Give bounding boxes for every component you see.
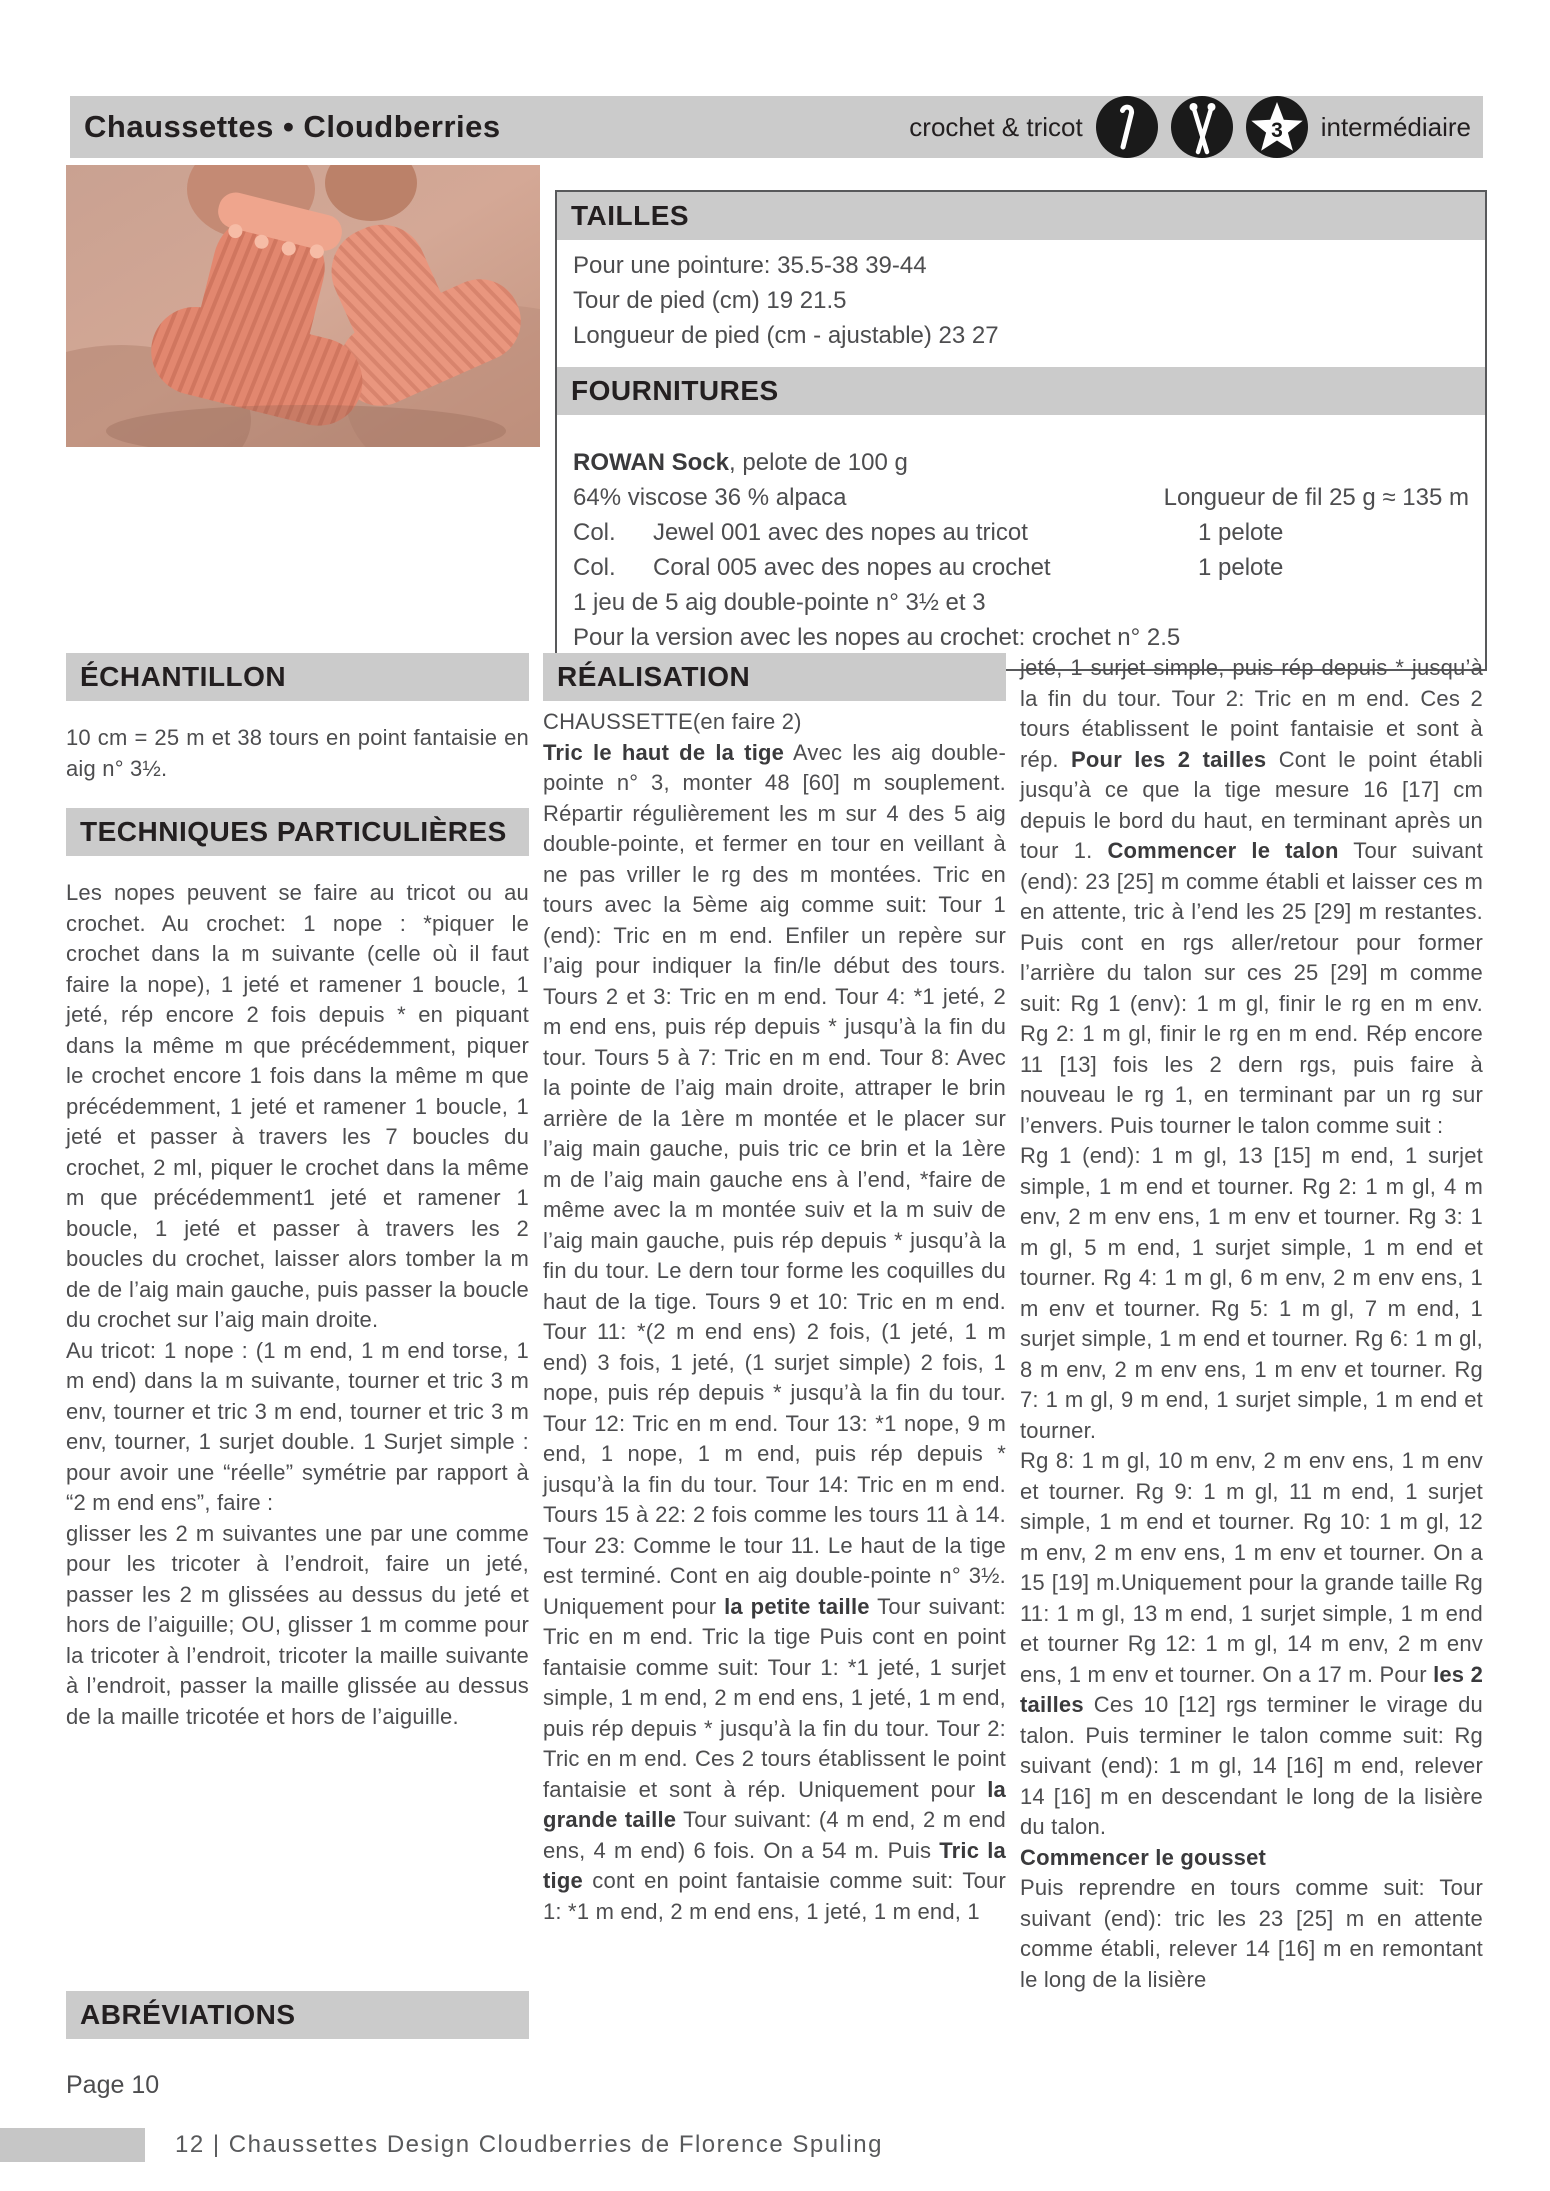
instructions-paragraph: Puis reprendre en tours comme suit: Tour suivant (end): tric les 23 [25] m en attente comme établi, relever 14 [16] m en remontant le long de la lisière <box>1020 1875 1483 1992</box>
right-column <box>1020 653 1483 2100</box>
knitting-needles-icon <box>1171 96 1233 158</box>
echantillon-heading: ÉCHANTILLON <box>66 653 529 701</box>
colorway-row: Col. Jewel 001 avec des nopes au tricot 1 pelote <box>573 519 1284 546</box>
fournitures-body <box>557 415 1485 669</box>
needles-line: 1 jeu de 5 aig double-pointe n° 3½ et 3 <box>573 589 986 616</box>
header-badges <box>909 96 1483 158</box>
tailles-line: Tour de pied (cm) 19 21.5 <box>573 287 847 314</box>
yarn-name: ROWAN Sock <box>573 449 730 476</box>
left-column <box>66 653 529 2100</box>
tailles-line: Pour une pointure: 35.5-38 39-44 <box>573 252 927 279</box>
sock-photo <box>66 165 540 447</box>
yarn-line <box>573 445 1469 480</box>
page-reference: Page 10 <box>66 2071 160 2099</box>
instructions-paragraph: Rg 8: 1 m gl, 10 m env, 2 m env ens, 1 m env et tourner. Rg 9: 1 m gl, 11 m end, 1 surjet simple, 1 m end et tourner. Rg 10: 1 m gl, 12 m env, 2 m env ens, 1 m env et tourner. On a 15 [19] m.Uniquement pour la grande taille Rg 11: 1 m gl, 13 m end, 1 surjet simple, 1 m end et tourner Rg 12: 1 m gl, 14 m env, 2 m env ens, 1 m env et tourner. On a 17 m. Pour les 2 tailles Ces 10 [12] rgs terminer le virage du talon. Puis terminer le talon comme suit: Rg suivant (end): 1 m gl, 14 [16] m end, relever 14 [16] m en descendant le long de la lisière du talon. <box>1020 1448 1484 1839</box>
middle-column <box>543 653 1006 2100</box>
instructions-paragraph: jeté, 1 surjet simple, puis rép depuis * jusqu’à la fin du tour. Tour 2: Tric en m end. Ces 2 tours établissent le point fantaisie et sont à rép. Pour les 2 tailles Cont le point établi jusqu’à ce que la tige mesure 16 [17] cm depuis le bord du haut, en terminant après un tour 1. Commencer le talon Tour suivant (end): 23 [25] m comme établi et laisser ces m en attente, tric à l’end les 25 [29] m restantes. Puis cont en rgs aller/retour pour former l’arrière du talon sur ces 25 [29] m comme suit: Rg 1 (env): 1 m gl, finir le rg en m env. Rg 2: 1 m gl, finir le rg en m end. Rép encore 11 [13] fois les 2 dern rgs, puis faire à nouveau le rg 1, en terminant par un rg sur l’envers. Puis tourner le talon comme suit : <box>1020 655 1483 1138</box>
techniques-paragraph: glisser les 2 m suivantes une par une comme pour les tricoter à l’endroit, faire un jeté, passer les 2 m glissées au dessus du jeté et hors de l’aiguille; OU, glisser 1 m comme pour la tricoter à l’endroit, tricoter la maille suivante à l’endroit, passer la maille glissée au dessus de la maille tricotée et hors de l’aiguille. <box>66 1520 529 1729</box>
body-columns <box>66 653 1483 2100</box>
crochet-hook-icon <box>1096 96 1158 158</box>
difficulty-number: 3 <box>1270 119 1283 142</box>
composition-line <box>573 480 1469 515</box>
footer-accent-block <box>0 2128 145 2162</box>
fournitures-heading: FOURNITURES <box>557 367 1485 415</box>
hook-note-line: Pour la version avec les nopes au crochet: crochet n° 2.5 <box>573 624 1181 651</box>
tailles-body <box>557 240 1485 367</box>
yarn-composition: 64% viscose 36 % alpaca <box>573 484 847 511</box>
gousset-heading: Commencer le gousset <box>1020 1844 1267 1870</box>
realisation-heading: RÉALISATION <box>543 653 1006 701</box>
techniques-heading: TECHNIQUES PARTICULIÈRES <box>66 808 529 856</box>
info-box <box>555 190 1487 671</box>
level-label: intermédiaire <box>1320 111 1471 142</box>
category-label: crochet & tricot <box>909 111 1083 142</box>
echantillon-text: 10 cm = 25 m et 38 tours en point fantaisie en aig n° 3½. <box>66 725 529 781</box>
yarn-length: Longueur de fil 25 g ≈ 135 m <box>1163 484 1469 511</box>
sock-photo-illustration <box>66 165 540 447</box>
abreviations-heading: ABRÉVIATIONS <box>66 1991 529 2039</box>
techniques-paragraph: Au tricot: 1 nope : (1 m end, 1 m end torse, 1 m end) dans la m suivante, tourner et tric 3 m env, tourner et tric 3 m end, tourner et tric 3 m env, tourner, 1 surjet double. 1 Surjet simple : pour avoir une “réelle” symétrie par rapport à “2 m end ens”, faire : <box>66 1337 529 1515</box>
tailles-heading: TAILLES <box>557 192 1485 240</box>
page-header <box>70 96 1483 158</box>
techniques-paragraph: Les nopes peuvent se faire au tricot ou au crochet. Au crochet: 1 nope : *piquer le crochet dans la m suivante (celle où il faut faire la nope), 1 jeté et ramener 1 boucle, 1 jeté, rép encore 2 fois depuis * en piquant dans la même m que précédemment, piquer le crochet encore 1 fois dans la même m que précédemment, 1 jeté et ramener 1 boucle, 1 jeté et passer à travers les 7 boucles du crochet, 2 ml, piquer le crochet dans la même m que précédemment1 jeté et ramener 1 boucle, 1 jeté et passer à travers les 2 boucles du crochet, laisser alors tomber la m de de l’aig main gauche, puis passer la boucle du crochet sur l’aig main droite. <box>66 880 529 1332</box>
instructions-paragraph: Rg 1 (end): 1 m gl, 13 [15] m end, 1 surjet simple, 1 m end et tourner. Rg 2: 1 m gl, 4 m env, 2 m env ens, 1 m env et tourner. Rg 3: 1 m gl, 5 m end, 1 surjet simple, 1 m end et tourner. Rg 4: 1 m gl, 6 m env, 2 m env ens, 1 m env et tourner. Rg 5: 1 m gl, 7 m end, 1 surjet simple, 1 m end et tourner. Rg 6: 1 m gl, 8 m env, 2 m env ens, 1 m env et tourner. Rg 7: 1 m gl, 9 m end, 1 surjet simple, 1 m end et tourner. <box>1020 1143 1483 1443</box>
yarn-desc: , pelote de 100 g <box>729 449 908 476</box>
chaussette-subtitle: CHAUSSETTE(en faire 2) <box>543 709 802 734</box>
colorway-row: Col. Coral 005 avec des nopes au crochet 1 pelote <box>573 554 1284 581</box>
realisation-body: Tric le haut de la tige Avec les aig double-pointe n° 3, monter 48 [60] m souplement. Répartir régulièrement les m sur 4 des 5 aig double-pointe, et fermer en tour en veillant à ne pas vriller le rg des m montées. Tric en tours avec la 5ème aig comme suit: Tour 1 (end): Tric en m end. Enfiler un repère sur l’aig pour indiquer la fin/le début des tours. Tours 2 et 3: Tric en m end. Tour 4: *1 jeté, 2 m end ens, puis rép depuis * jusqu’à la fin du tour. Tours 5 à 7: Tric en m end. Tour 8: Avec la pointe de l’aig main droite, attraper le brin arrière de la 1ère m montée et le placer sur l’aig main gauche, puis tric ce brin et la 1ère m de l’aig main gauche ens à l’end, *faire de même avec la m montée suiv et la m suiv de l’aig main gauche, puis rép depuis * jusqu’à la fin du tour. Le dern tour forme les coquilles du haut de la tige. Tours 9 et 10: Tric en m end. Tour 11: *(2 m end ens) 2 fois, (1 jeté, 1 m end) 3 fois, 1 jeté, (1 surjet simple) 2 fois, 1 nope, puis rép depuis * jusqu’à la fin du tour. Tour 12: Tric en m end. Tour 13: *1 nope, 9 m end, 1 nope, 1 m end, puis rép depuis * jusqu’à la fin du tour. Tour 14: Tric en m end. Tours 15 à 22: 2 fois comme les tours 11 à 14. Tour 23: Comme le tour 11. Le haut de la tige est terminé. Cont en aig double-pointe n° 3½. Uniquement pour la petite taille Tour suivant: Tric en m end. Tric la tige Puis cont en point fantaisie comme suit: Tour 1: *1 jeté, 1 surjet simple, 1 m end, 2 m end ens, 1 jeté, 1 m end, puis rép depuis * jusqu’à la fin du tour. Tour 2: Tric en m end. Ces 2 tours établissent le point fantaisie et sont à rép. Uniquement pour la grande taille Tour suivant: (4 m end, 2 m end ens, 4 m end) 6 fois. On a 54 m. Puis Tric la tige cont en point fantaisie comme suit: Tour 1: *1 m end, 2 m end ens, 1 jeté, 1 m end, 1 <box>543 739 1006 1924</box>
star-3-icon <box>1246 96 1308 158</box>
tailles-line: Longueur de pied (cm - ajustable) 23 27 <box>573 322 999 349</box>
footer-credit: 12 | Chaussettes Design Cloudberries de Florence Spuling <box>175 2131 883 2158</box>
page-title: Chaussettes • Cloudberries <box>84 109 501 144</box>
